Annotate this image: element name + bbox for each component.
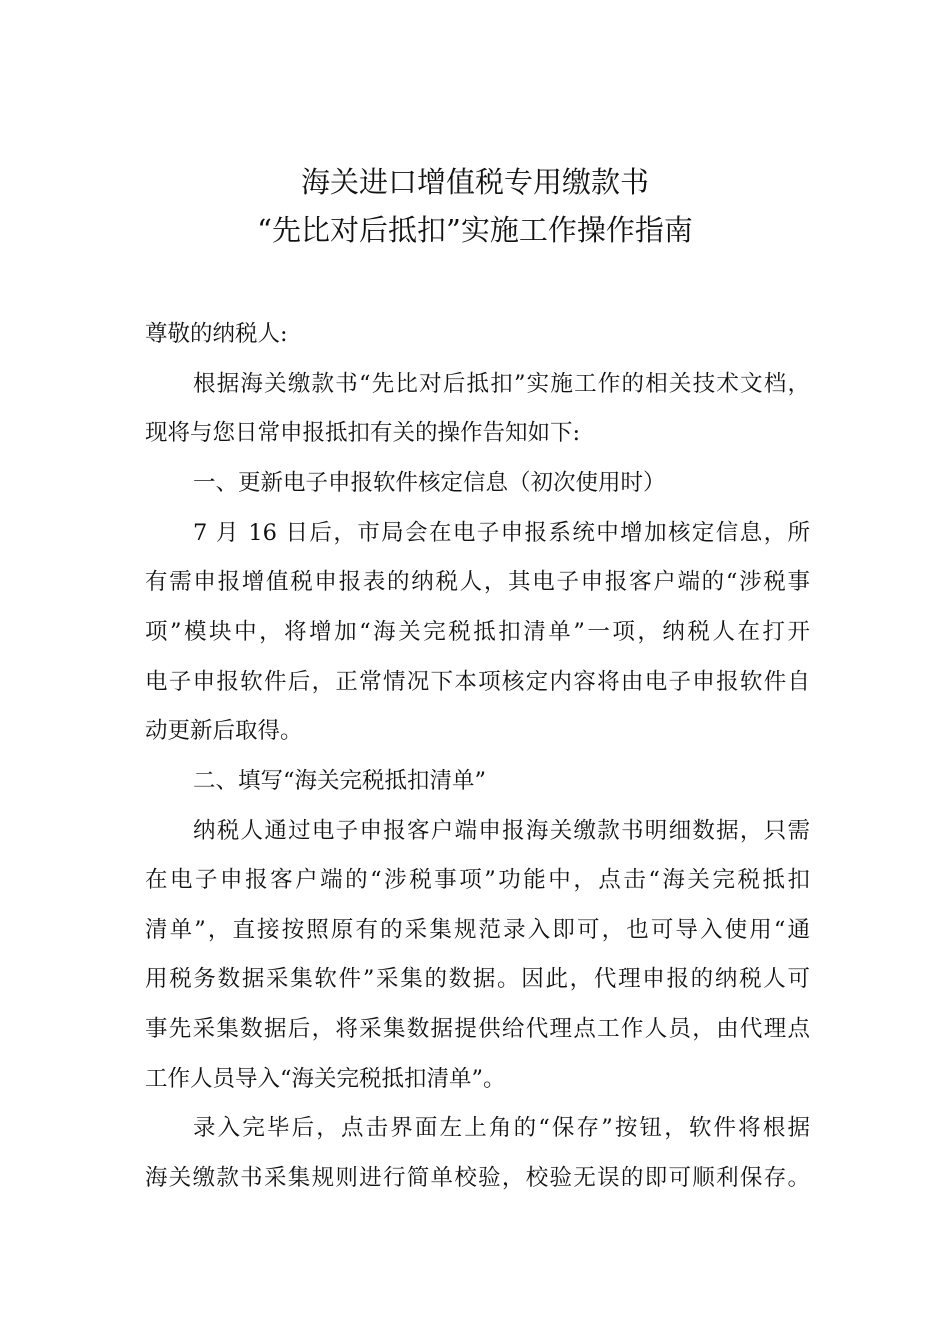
paragraph-line: 海关缴款书采集规则进行简单校验，校验无误的即可顺利保存。 (145, 1165, 810, 1191)
section-heading: 二、填写“海关完税抵扣清单” (193, 768, 487, 794)
paragraph-line: 录入完毕后，点击界面左上角的“保存”按钮，软件将根据 (193, 1115, 810, 1141)
title-line-2: “先比对后抵扣”实施工作操作指南 (257, 213, 693, 247)
paragraph-line: 用税务数据采集软件”采集的数据。因此，代理申报的纳税人可 (145, 966, 810, 992)
paragraph-line: 纳税人通过电子申报客户端申报海关缴款书明细数据，只需 (193, 818, 810, 844)
paragraph-line: 电子申报软件后，正常情况下本项核定内容将由电子申报软件自 (145, 669, 810, 695)
paragraph-line: 动更新后取得。 (145, 718, 303, 744)
title-line-1: 海关进口增值税专用缴款书 (300, 165, 649, 199)
paragraph-line: 有需申报增值税申报表的纳税人，其电子申报客户端的“涉税事 (145, 569, 810, 595)
paragraph-line: 在电子申报客户端的“涉税事项”功能中，点击“海关完税抵扣 (145, 867, 810, 893)
paragraph-line: 根据海关缴款书“先比对后抵扣”实施工作的相关技术文档， (193, 371, 810, 397)
salutation: 尊敬的纳税人: (145, 321, 288, 347)
section-heading: 一、更新电子申报软件核定信息（初次使用时） (193, 470, 666, 496)
paragraph-line: 现将与您日常申报抵扣有关的操作告知如下: (145, 420, 581, 446)
paragraph-line: 清单”，直接按照原有的采集规范录入即可，也可导入使用“通 (145, 917, 810, 943)
paragraph-line: 7 月 16 日后，市局会在电子申报系统中增加核定信息，所 (193, 520, 810, 546)
paragraph-line: 项”模块中，将增加“海关完税抵扣清单”一项，纳税人在打开 (145, 619, 810, 645)
paragraph-line: 事先采集数据后，将采集数据提供给代理点工作人员，由代理点 (145, 1016, 810, 1042)
paragraph-line: 工作人员导入“海关完税抵扣清单”。 (145, 1066, 506, 1092)
